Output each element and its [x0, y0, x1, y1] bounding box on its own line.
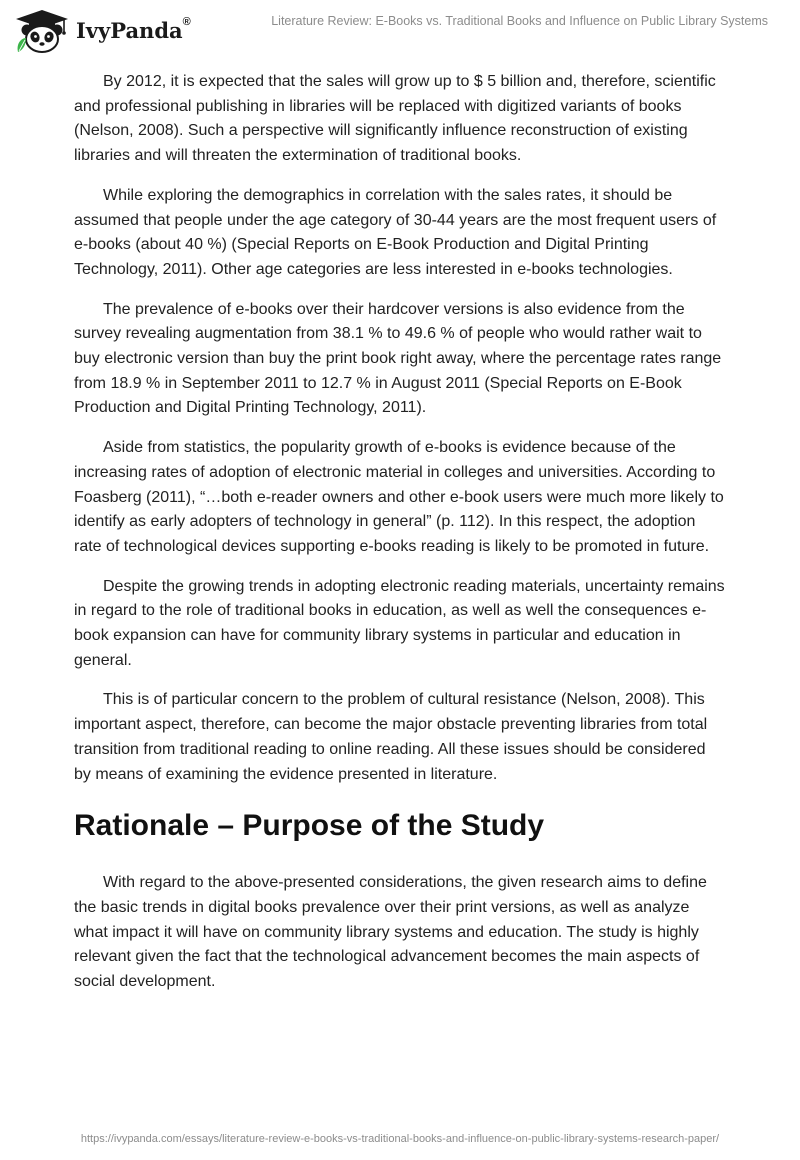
- panda-graduate-icon: [14, 8, 70, 54]
- paragraph: This is of particular concern to the problem of cultural resistance (Nelson, 2008). This important aspect, therefore, can become the major obstacle preventing libraries from total transition from traditional reading to online reading. All these issues should be considered by means of examining the evidence presented in literature.: [74, 691, 708, 783]
- paragraph: While exploring the demographics in correlation with the sales rates, it should be assumed that people under the age category of 30-44 years are the most frequent users of e-books (about 40 %) (Special Reports on E-Book Production and Digital Printing Technology, 2011). Other age categories are less interested in e-books technologies.: [74, 186, 717, 278]
- registered-mark: ®: [182, 16, 191, 28]
- paragraph: With regard to the above-presented considerations, the given research aims to define the basic trends in digital books prevalence over their print versions, as well as analyze what impact it will have on community library systems and education. The study is highly relevant given the fact that the technological advancement becomes the main aspects of social development.: [74, 874, 707, 991]
- paragraph: Despite the growing trends in adopting electronic reading materials, uncertainty remains in regard to the role of traditional books in education, as well as well the consequences e-book expansion can have for community library systems in particular and education in general.: [74, 577, 725, 669]
- paragraph: The prevalence of e-books over their hardcover versions is also evidence from the survey revealing augmentation from 38.1 % to 49.6 % of people who would rather wait to buy electronic version than buy the print book right away, where the percentage rates range from 18.9 % in September 2011 to 12.7 % in August 2011 (Special Reports on E-Book Production and Digital Printing Technology, 2011).: [74, 300, 722, 417]
- paragraph: Aside from statistics, the popularity growth of e-books is evidence because of the increasing rates of adoption of electronic material in colleges and universities. According to Foasberg (2011), “…both e-reader owners and other e-book users were much more likely to identify as early adopters of technology in general” (p. 112). In this respect, the adoption rate of technological devices supporting e-books reading is likely to be promoted in future.: [74, 439, 724, 555]
- ivypanda-logo[interactable]: [14, 8, 214, 54]
- section-heading: Rationale – Purpose of the Study: [74, 809, 545, 843]
- essay-body: [74, 70, 726, 1010]
- running-title: Literature Review: E-Books vs. Traditional Books and Influence on Public Library Systems: [271, 14, 768, 28]
- paragraph: By 2012, it is expected that the sales will grow up to $ 5 billion and, therefore, scientific and professional publishing in libraries will be replaced with digitized variants of books (Nelson, 2008). Such a perspective will significantly influence reconstruction of existing libraries and will threaten the extermination of traditional books.: [74, 73, 716, 165]
- brand-name: IvyPanda®: [76, 16, 191, 43]
- page-header: [0, 0, 800, 60]
- source-url[interactable]: https://ivypanda.com/essays/literature-review-e-books-vs-traditional-books-and-influence-on-public-library-systems-research-paper/: [80, 1133, 720, 1145]
